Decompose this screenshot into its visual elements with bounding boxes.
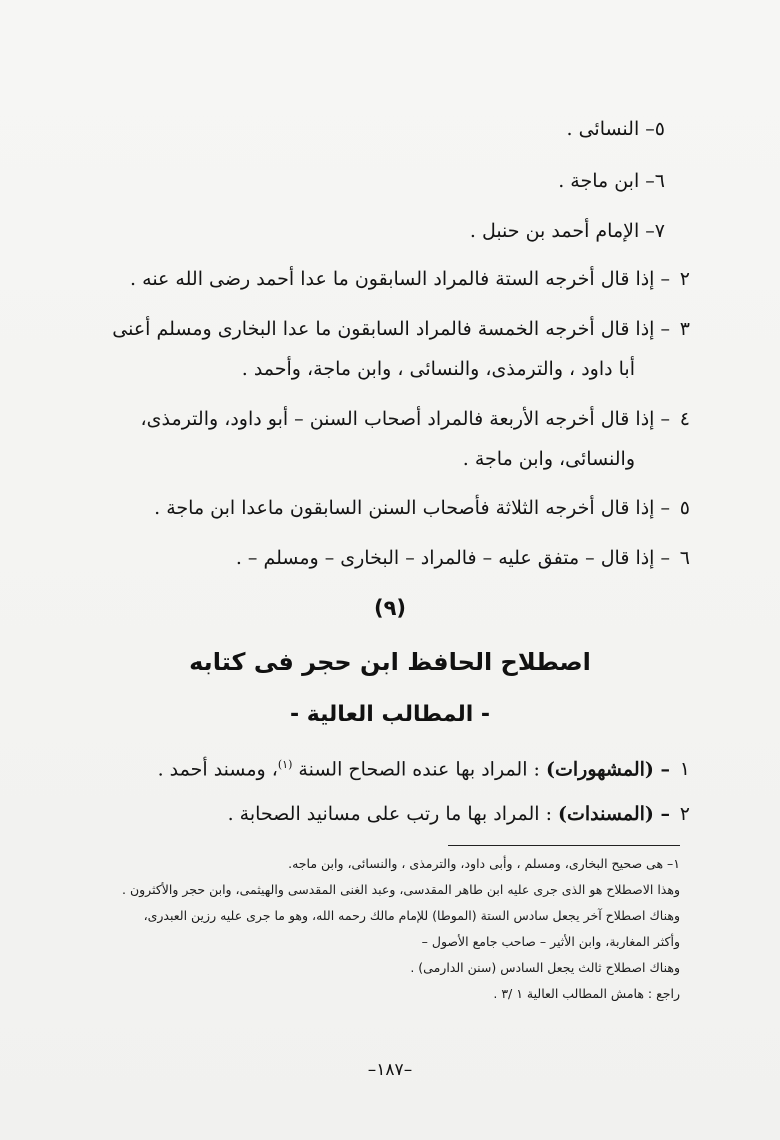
list-item-6: ٦– ابن ماجة . [558, 170, 665, 192]
term-number-2: ٢ [679, 803, 690, 825]
term-2-label: – (المسندات) [558, 803, 670, 825]
term-1-label: – (المشهورات) [545, 758, 670, 781]
term-2-text: : المراد بها ما رتب على مسانيد الصحابة . [227, 803, 559, 825]
footnote-line-5: وهناك اصطلاح ثالث يجعل السادس (سنن الدارمى) . [410, 960, 680, 975]
term-2-line [228, 803, 670, 825]
rule-4-line-2: والنسائى، وابن ماجة . [462, 448, 635, 470]
footnote-separator [448, 845, 680, 846]
section-subtitle: - المطالب العالية - [289, 702, 491, 727]
footnote-line-6: راجع : هامش المطالب العالية ١ /٣ . [493, 986, 680, 1001]
rule-number-3: ٣ [679, 318, 690, 340]
rule-number-2: ٢ [679, 268, 690, 290]
footnote-ref-1[interactable]: (١) [277, 758, 293, 771]
rule-3-line-1: – إذا قال أخرجه الخمسة فالمراد السابقون ما عدا البخارى ومسلم أعنى [112, 318, 670, 340]
section-title: اصطلاح الحافظ ابن حجر فى كتابه [189, 648, 591, 676]
term-1-text: : المراد بها عنده الصحاح السنة [292, 758, 546, 781]
rule-4-line-1: – إذا قال أخرجه الأربعة فالمراد أصحاب السنن – أبو داود، والترمذى، [140, 408, 670, 430]
list-item-7: ٧– الإمام أحمد بن حنبل . [469, 220, 665, 242]
term-1-line [158, 758, 670, 780]
rule-2-line-1: – إذا قال أخرجه الستة فالمراد السابقون ما عدا أحمد رضى الله عنه . [130, 268, 670, 290]
term-1-after: ، ومسند أحمد . [157, 758, 278, 781]
footnote-line-4: وأكثر المغاربة، وابن الأثير – صاحب جامع الأصول – [421, 934, 680, 949]
rule-number-6: ٦ [679, 547, 690, 569]
footnote-line-2: وهذا الاصطلاح هو الذى جرى عليه ابن طاهر المقدسى، وعبد الغنى المقدسى والهيثمى، وابن حجر والأكثرون . [122, 882, 680, 897]
rule-number-5: ٥ [679, 497, 690, 519]
page-number: –١٨٧– [367, 1060, 413, 1080]
list-item-5: ٥– النسائى . [566, 118, 665, 140]
term-number-1: ١ [679, 758, 690, 780]
rule-number-4: ٤ [679, 408, 690, 430]
footnote-line-1: ١– هى صحيح البخارى، ومسلم ، وأبى داود، والترمذى ، والنسائى، وابن ماجه. [288, 856, 680, 871]
rule-5-line-1: – إذا قال أخرجه الثلاثة فأصحاب السنن السابقون ماعدا ابن ماجة . [154, 497, 670, 519]
footnote-line-3: وهناك اصطلاح آخر يجعل سادس الستة (الموطا) للإمام مالك رحمه الله، وهو ما جرى عليه رزين العبدرى، [143, 908, 680, 923]
rule-6-line-1: – إذا قال – متفق عليه – فالمراد – البخارى – ومسلم – . [235, 547, 670, 569]
section-number: (٩) [373, 596, 407, 620]
rule-3-line-2: أبا داود ، والترمذى، والنسائى ، وابن ماجة، وأحمد . [241, 358, 635, 380]
